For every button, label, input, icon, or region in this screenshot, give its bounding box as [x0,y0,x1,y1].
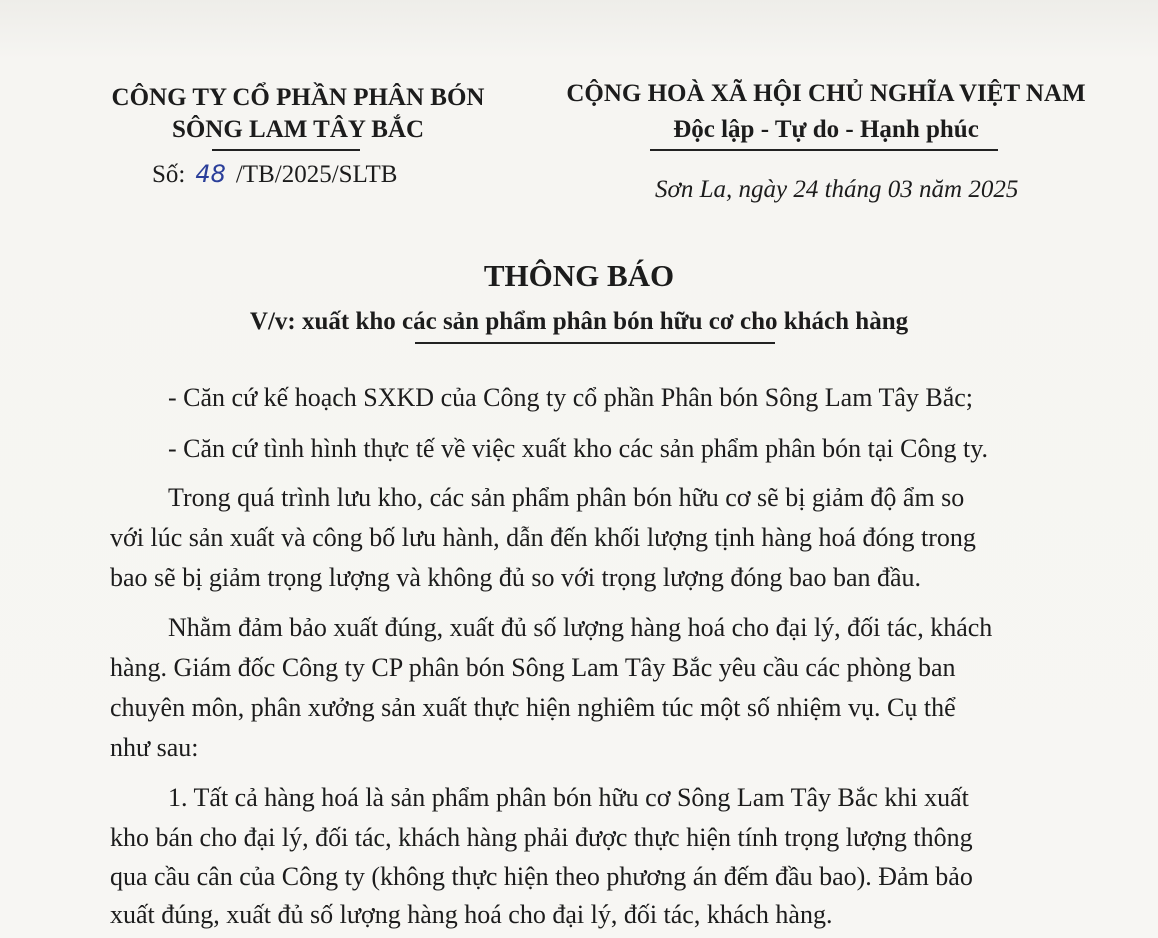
paragraph-2-line-3: chuyên môn, phân xưởng sản xuất thực hiện nghiêm túc một số nhiệm vụ. Cụ thể [110,693,956,722]
doc-number-handwritten: 48 [195,160,226,188]
motto-underline [650,149,998,151]
org-underline [212,149,360,151]
item-1-line-2: kho bán cho đại lý, đối tác, khách hàng phải được thực hiện tính trọng lượng thông [110,823,973,852]
paragraph-1-line-1: Trong quá trình lưu kho, các sản phẩm phân bón hữu cơ sẽ bị giảm độ ẩm so [168,483,965,512]
basis-line-1: - Căn cứ kế hoạch SXKD của Công ty cổ phần Phân bón Sông Lam Tây Bắc; [168,383,974,412]
org-name-line1: CÔNG TY CỔ PHẦN PHÂN BÓN [111,84,485,111]
document-subject: V/v: xuất kho các sản phẩm phân bón hữu cơ cho khách hàng [249,308,909,335]
document-title: THÔNG BÁO [483,258,675,293]
national-motto: Độc lập - Tự do - Hạnh phúc [673,116,979,143]
paragraph-1-line-3: bao sẽ bị giảm trọng lượng và không đủ so với trọng lượng đóng bao ban đầu. [110,563,922,592]
place-and-date: Sơn La, ngày 24 tháng 03 năm 2025 [655,176,1019,203]
doc-number-prefix: Số: [152,161,186,188]
item-1-line-4: xuất đúng, xuất đủ số lượng hàng hoá cho đại lý, đối tác, khách hàng. [110,900,833,929]
subject-underline [415,342,775,344]
paragraph-2-line-2: hàng. Giám đốc Công ty CP phân bón Sông Lam Tây Bắc yêu cầu các phòng ban [110,653,956,682]
document-number [152,160,397,189]
item-1-line-1: 1. Tất cả hàng hoá là sản phẩm phân bón hữu cơ Sông Lam Tây Bắc khi xuất [168,783,969,812]
paragraph-2-line-4: như sau: [110,733,199,762]
paragraph-2-line-1: Nhằm đảm bảo xuất đúng, xuất đủ số lượng hàng hoá cho đại lý, đối tác, khách [168,613,993,642]
item-1-line-3: qua cầu cân của Công ty (không thực hiện theo phương án đếm đầu bao). Đảm bảo [110,862,973,891]
org-name-line2: SÔNG LAM TÂY BẮC [171,116,425,143]
basis-line-2: - Căn cứ tình hình thực tế về việc xuất kho các sản phẩm phân bón tại Công ty. [168,434,989,463]
national-title: CỘNG HOÀ XÃ HỘI CHỦ NGHĨA VIỆT NAM [566,80,1086,107]
doc-number-suffix: /TB/2025/SLTB [235,161,398,188]
paragraph-1-line-2: với lúc sản xuất và công bố lưu hành, dẫn đến khối lượng tịnh hàng hoá đóng trong [110,523,976,552]
